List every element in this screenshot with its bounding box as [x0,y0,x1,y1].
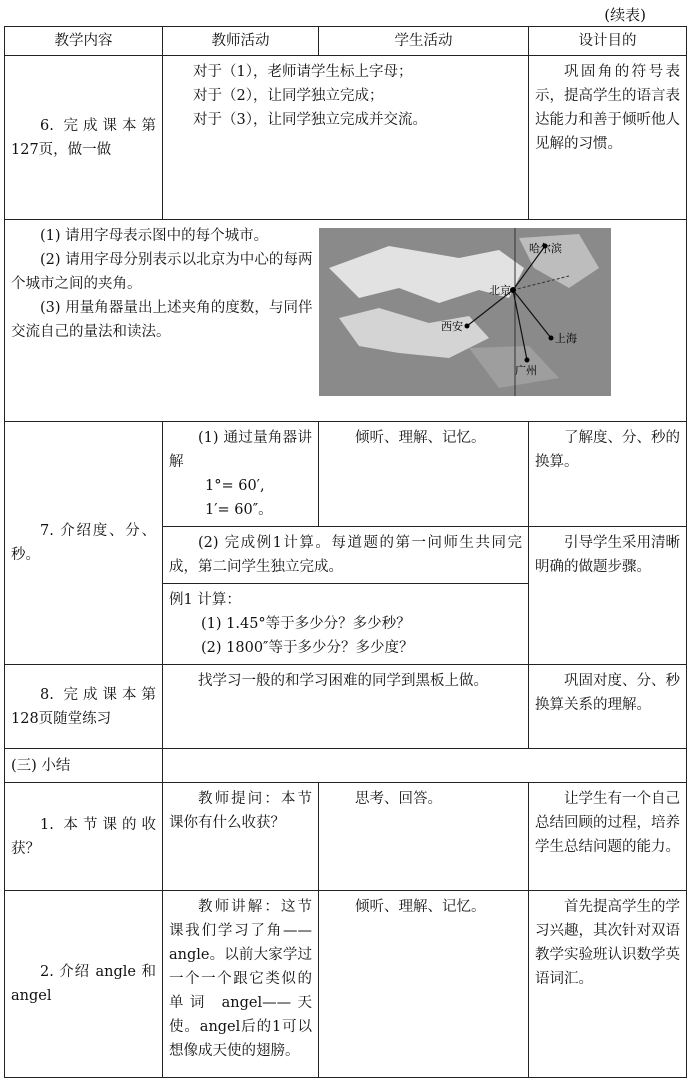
header-student: 学生活动 [319,27,529,56]
map-label-shanghai: 上海 [554,332,577,345]
map-label-xian: 西安 [440,320,463,333]
table-row [5,891,687,1078]
summary1-student: 思考、回答。 [319,783,529,891]
table-row [5,220,687,422]
task-map-cell [319,220,687,422]
example-question: (2) 1800″等于多少分？多少度？ [201,640,414,656]
summary-empty [163,749,687,783]
row6-teacher-line: 对于（2），让同学独立完成； [193,88,384,104]
summary1-content: 1. 本节课的收获？ [5,783,163,891]
summary2-teacher: 教师讲解：这节课我们学习了角——angle。以前大家学过一个一个跟它类似的单词 angel——天使。angel后的1可以想像成天使的翅膀。 [163,891,319,1078]
table-row [5,783,687,891]
row6-teacher-line: 对于（3），让同学独立完成并交流。 [193,112,427,128]
task-item: (2) 请用字母分别表示以北京为中心的每两个城市之间的夹角。 [11,252,313,292]
row7-teacher-b: (2) 完成例1计算。每道题的第一问师生共同完成，第二问学生独立完成。 [163,527,529,584]
formula-line: 1°= 60′, [205,478,265,494]
row7-content: 7. 介绍度、分、秒。 [5,422,163,665]
table-row [5,422,687,527]
continued-label: (续表) [604,6,646,24]
row6-teacher [163,56,529,220]
table-row [5,665,687,749]
header-row [5,27,687,56]
row6-purpose: 巩固角的符号表示，提高学生的语言表达能力和善于倾听他人见解的习惯。 [529,56,687,220]
task-item: (3) 用量角器量出上述夹角的度数，与同伴交流自己的量法和读法。 [11,300,313,340]
task-item: (1) 请用字母表示图中的每个城市。 [40,228,269,244]
row7-student-a: 倾听、理解、记忆。 [319,422,529,527]
map-city-dot [524,358,529,363]
map-label-harbin: 哈尔滨 [528,242,562,255]
header-purpose: 设计目的 [529,27,687,56]
lesson-plan-table [4,26,687,1078]
formula-line: 1′= 60″。 [205,502,273,518]
row8-teacher: 找学习一般的和学习困难的同学到黑板上做。 [163,665,529,749]
row7-purpose-b: 引导学生采用清晰明确的做题步骤。 [529,527,687,665]
example-title: 例1 计算： [169,592,241,608]
map-label-guangzhou: 广州 [514,364,537,377]
header-content: 教学内容 [5,27,163,56]
row8-purpose: 巩固对度、分、秒换算关系的理解。 [529,665,687,749]
map-city-dot [464,324,469,329]
row7-purpose-a: 了解度、分、秒的换算。 [529,422,687,527]
example-box [163,584,529,665]
row7-teacher-a-text: (1) 通过量角器讲解 [169,430,312,470]
map-city-dot [548,336,553,341]
header-teacher: 教师活动 [163,27,319,56]
china-map-figure [319,228,611,396]
map-label-beijing: 北京 [488,284,511,297]
summary-title: (三) 小结 [5,749,163,783]
task-text [5,220,319,422]
summary2-purpose: 首先提高学生的学习兴趣，其次针对双语教学实验班认识数学英语词汇。 [529,891,687,1078]
table-row [5,56,687,220]
row6-content: 6. 完成课本第127页，做一做 [5,56,163,220]
row8-content: 8. 完成课本第128页随堂练习 [5,665,163,749]
summary1-purpose: 让学生有一个自己总结回顾的过程，培养学生总结问题的能力。 [529,783,687,891]
row7-teacher-a [163,422,319,527]
example-question: (1) 1.45°等于多少分？多少秒？ [201,616,411,632]
row6-teacher-line: 对于（1），老师请学生标上字母； [193,64,413,80]
summary1-teacher: 教师提问：本节课你有什么收获？ [163,783,319,891]
summary2-content: 2. 介绍 angle 和 angel [5,891,163,1078]
table-row [5,749,687,783]
summary2-student: 倾听、理解、记忆。 [319,891,529,1078]
